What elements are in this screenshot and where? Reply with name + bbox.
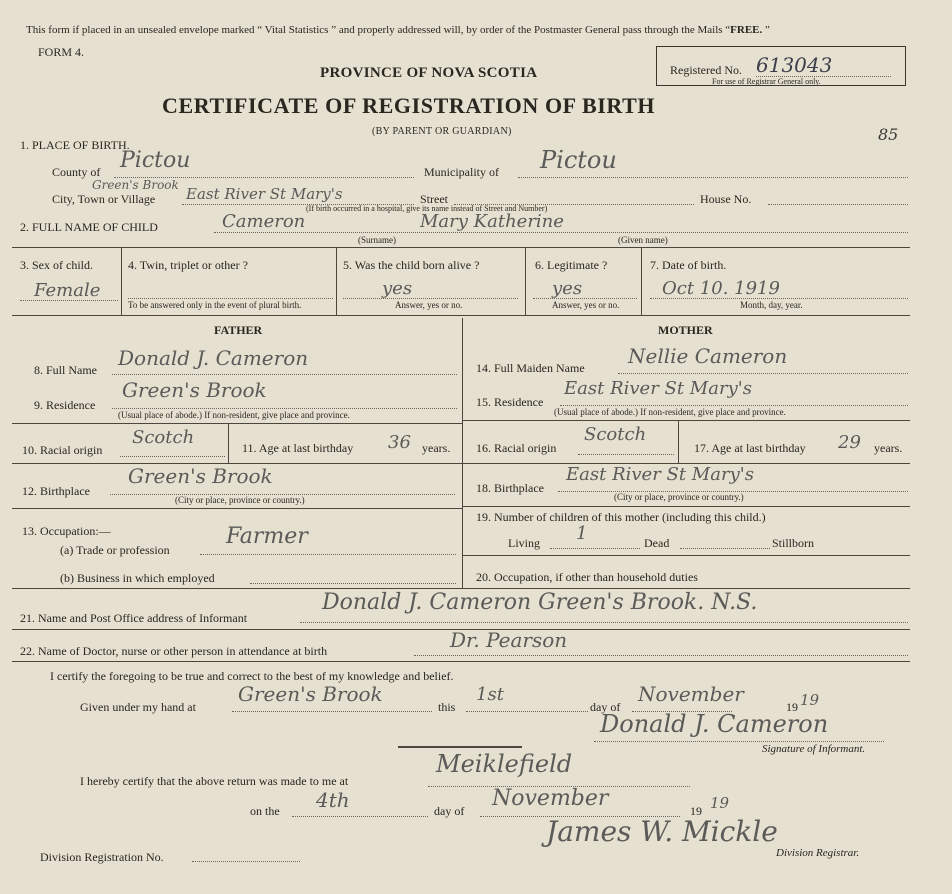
divider [462, 555, 910, 556]
father-birthplace-note: (City or place, province or country.) [175, 495, 305, 505]
divider [641, 247, 642, 315]
house-label: House No. [700, 192, 752, 206]
father-business-line [250, 583, 456, 584]
father-name-line [112, 374, 457, 375]
child-surname-value: Cameron [222, 211, 306, 232]
sex-label: 3. Sex of child. [20, 258, 93, 272]
rule-after-row3 [12, 315, 910, 316]
father-birthplace-label: 12. Birthplace [22, 484, 90, 498]
informant-signature-line [594, 741, 884, 742]
divider [336, 247, 337, 315]
stillborn-label: Stillborn [772, 536, 815, 550]
child-name-label: 2. FULL NAME OF CHILD [20, 220, 158, 234]
date-of-birth-label: 7. Date of birth. [650, 258, 727, 272]
divider [678, 420, 679, 463]
registrar-day-line [292, 816, 428, 817]
registrar-on-the-label: on the [250, 804, 280, 818]
registrar-year-prefix: 19 [690, 804, 702, 818]
county-label: County of [52, 165, 101, 179]
legitimate-caption: Answer, yes or no. [552, 300, 620, 310]
child-given-value: Mary Katherine [420, 211, 564, 232]
informant-signature: Donald J. Cameron [600, 710, 829, 738]
mother-name-label: 14. Full Maiden Name [476, 361, 585, 375]
registrar-day-value: 4th [316, 788, 350, 812]
mother-residence-line [560, 405, 908, 406]
legitimate-label: 6. Legitimate ? [535, 258, 608, 272]
father-birthplace-value: Green's Brook [128, 464, 273, 488]
father-trade-value: Farmer [226, 524, 308, 549]
mother-residence-label: 15. Residence [476, 395, 544, 409]
registered-no-label: Registered No. [670, 63, 742, 77]
given-month-value: November [638, 682, 744, 706]
divider [462, 506, 910, 507]
child-name-line [214, 232, 908, 233]
informant-line [300, 622, 908, 623]
mother-children-label: 19. Number of children of this mother (including this child.) [476, 510, 766, 524]
alive-value: yes [382, 278, 413, 299]
divider [121, 247, 122, 315]
sex-value: Female [34, 280, 101, 301]
rule-after-name [12, 247, 910, 248]
legitimate-value: yes [552, 278, 583, 299]
mother-racial-label: 16. Racial origin [476, 441, 557, 455]
doctor-line [414, 655, 908, 656]
mother-heading: MOTHER [658, 323, 713, 337]
mother-residence-note: (Usual place of abode.) If non-resident, give place and province. [554, 407, 786, 417]
division-registration-line [192, 861, 300, 862]
father-racial-value: Scotch [132, 427, 195, 448]
divider [12, 508, 462, 509]
mother-age-value: 29 [838, 432, 861, 453]
alive-line [343, 298, 518, 299]
house-line [768, 204, 908, 205]
informant-label: 21. Name and Post Office address of Informant [20, 611, 248, 625]
this-label: this [438, 700, 456, 714]
mother-birthplace-label: 18. Birthplace [476, 481, 544, 495]
hospital-note: (If birth occurred in a hospital, give its name instead of Street and Number) [306, 204, 548, 213]
date-of-birth-value: Oct 10. 1919 [662, 278, 780, 299]
given-under-hand-label: Given under my hand at [80, 700, 196, 714]
division-registration-label: Division Registration No. [40, 850, 164, 864]
divider [525, 247, 526, 315]
father-racial-label: 10. Racial origin [22, 443, 103, 457]
divider [228, 423, 229, 463]
mother-residence-value: East River St Mary's [564, 378, 752, 399]
father-years-label: years. [422, 441, 451, 455]
doctor-label: 22. Name of Doctor, nurse or other person in attendance at birth [20, 644, 328, 658]
postal-notice-free: FREE. [730, 24, 763, 36]
place-of-birth-label: 1. PLACE OF BIRTH. [20, 138, 130, 152]
date-caption: Month, day, year. [740, 300, 803, 310]
divider [462, 420, 910, 421]
father-age-label: 11. Age at last birthday [242, 441, 354, 455]
given-day-of-label: day of [590, 700, 621, 714]
mother-name-value: Nellie Cameron [628, 344, 788, 368]
short-divider [398, 746, 522, 748]
certification-statement: I certify the foregoing to be true and correct to the best of my knowledge and belief. [50, 669, 454, 683]
municipality-label: Municipality of [424, 165, 499, 179]
given-year-value: 19 [800, 691, 820, 709]
given-year-prefix: 19 [786, 700, 798, 714]
informant-value: Donald J. Cameron Green's Brook. N.S. [322, 590, 758, 615]
mother-racial-line [578, 454, 674, 455]
registrar-month-value: November [492, 786, 609, 811]
form-number: FORM 4. [38, 45, 85, 59]
given-place-value: Green's Brook [238, 682, 383, 706]
county-value: Pictou [120, 148, 191, 173]
father-trade-line [200, 554, 456, 555]
municipality-value: Pictou [540, 146, 617, 174]
registrar-signature: James W. Mickle [546, 815, 778, 848]
rule-after-doctor [12, 661, 910, 662]
living-value: 1 [576, 523, 588, 544]
alive-label: 5. Was the child born alive ? [343, 258, 480, 272]
registrar-signature-caption: Division Registrar. [776, 847, 860, 859]
date-of-birth-line [650, 298, 908, 299]
mother-birthplace-value: East River St Mary's [566, 464, 754, 485]
mother-racial-value: Scotch [584, 424, 647, 445]
given-place-line [232, 711, 432, 712]
father-residence-value: Green's Brook [122, 378, 267, 402]
parents-divider [462, 318, 463, 588]
registrar-day-of-label: day of [434, 804, 465, 818]
father-racial-line [120, 456, 225, 457]
corner-mark: 85 [878, 125, 899, 144]
twin-line [128, 298, 333, 299]
informant-signature-caption: Signature of Informant. [762, 743, 866, 755]
father-residence-label: 9. Residence [34, 398, 96, 412]
rule-after-parents [12, 588, 910, 589]
registrar-year-value: 19 [710, 794, 730, 812]
father-residence-note: (Usual place of abode.) If non-resident, give place and province. [118, 410, 350, 420]
father-occupation-label: 13. Occupation:— [22, 524, 111, 538]
living-line [550, 548, 640, 549]
mother-age-label: 17. Age at last birthday [694, 441, 806, 455]
legitimate-line [533, 298, 637, 299]
father-age-value: 36 [388, 432, 411, 453]
alive-caption: Answer, yes or no. [395, 300, 463, 310]
given-caption: (Given name) [618, 235, 668, 245]
father-name-value: Donald J. Cameron [118, 346, 309, 370]
postal-notice [26, 25, 770, 36]
certificate-title: CERTIFICATE OF REGISTRATION OF BIRTH [162, 93, 656, 118]
doctor-value: Dr. Pearson [450, 628, 568, 652]
dead-line [680, 548, 770, 549]
given-day-value: 1st [476, 684, 504, 705]
twin-label: 4. Twin, triplet or other ? [128, 258, 248, 272]
registrar-use-note: For use of Registrar General only. [712, 77, 821, 86]
father-business-label: (b) Business in which employed [60, 571, 215, 585]
father-trade-label: (a) Trade or profession [60, 543, 170, 557]
mother-occupation-label: 20. Occupation, if other than household duties [476, 570, 698, 584]
city-value-line2: East River St Mary's [186, 185, 343, 203]
municipality-line [518, 177, 908, 178]
postal-notice-close: ” [762, 24, 770, 36]
mother-birthplace-note: (City or place, province or country.) [614, 492, 744, 502]
given-day-line [466, 711, 588, 712]
certificate-subtitle: (BY PARENT OR GUARDIAN) [372, 126, 512, 137]
mother-years-label: years. [874, 441, 903, 455]
city-label: City, Town or Village [52, 192, 156, 206]
city-value-line1: Green's Brook [92, 178, 179, 192]
registrar-statement: I hereby certify that the above return was made to me at [80, 774, 349, 788]
postal-notice-text: This form if placed in an unsealed envelope marked “ Vital Statistics ” and properly addressed will, by order of the Postmaster General pass through the Mails “ [26, 24, 731, 36]
father-heading: FATHER [214, 323, 263, 337]
street-label: Street [420, 192, 448, 206]
sex-line [20, 300, 118, 301]
registrar-place-value: Meiklefield [436, 750, 573, 778]
mother-name-line [618, 373, 908, 374]
province-heading: PROVINCE OF NOVA SCOTIA [320, 65, 538, 81]
living-label: Living [508, 536, 540, 550]
divider [12, 423, 462, 424]
father-residence-line [112, 408, 457, 409]
registered-no-value: 613043 [756, 53, 833, 77]
dead-label: Dead [644, 536, 670, 550]
twin-note: To be answered only in the event of plural birth. [128, 300, 302, 310]
surname-caption: (Surname) [358, 235, 396, 245]
father-name-label: 8. Full Name [34, 363, 97, 377]
